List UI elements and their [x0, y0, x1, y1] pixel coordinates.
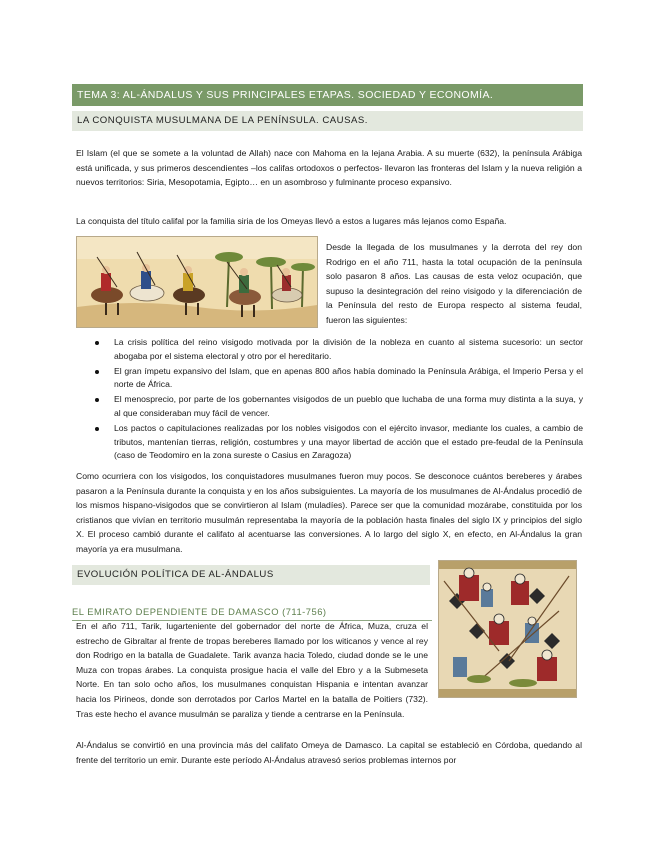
manuscript-illustration — [438, 560, 577, 698]
bullet-icon — [95, 427, 99, 431]
cause-item: El menosprecio, por parte de los gobernantes visigodos de un pueblo que luchaba de una forma muy distinta a la suya, y al que consideraban muy fácil de vencer. — [95, 393, 583, 421]
cause-item: Los pactos o capitulaciones realizadas por los nobles visigodos con el ejército invasor, mediante los cuales, a cambio de tributos, mantenían tierras, religión, costumbres y una mayor libertad de acción que el estado pre-feudal de la Península (caso de Teodomiro en la zona sureste o Casius en Zaragoza) — [95, 422, 583, 463]
cause-item: La crisis política del reino visigodo motivada por la división de la nobleza en cuanto al sistema sucesorio: un sector abogaba por el sistema electoral y otro por el hereditario. — [95, 336, 583, 364]
provincia-paragraph: Al-Ándalus se convirtió en una provincia más del califato Omeya de Damasco. La capital se estableció en Córdoba, quedando al frente del territorio un emir. Durante este período Al-Ándalus atravesó serios problemas internos por — [76, 740, 582, 765]
causes-list — [95, 336, 583, 464]
occupation-paragraph: Desde la llegada de los musulmanes y la derrota del rey don Rodrigo en el año 711, hasta la total ocupación de la península solo pasaron 8 años. Las causas de esta veloz ocupación, que supuso la desintegración del reino visigodo y la diferenciación de la Península del resto de Europa respecto al sistema feudal, fueron las siguientes: — [326, 242, 582, 325]
emirato-paragraph: En el año 711, Tarik, lugarteniente del gobernador del norte de África, Muza, cruza el estrecho de Gibraltar al frente de tropas bereberes llamado por los witicanos y vence al rey don Rodrigo en la batalla de Guadalete. Tarik avanza hacia Toledo, ciudad donde se le une Muza con tropas árabes. La conquista prosigue hacia el valle del Ebro y a la Submeseta Norte. En tan solo ocho años, los musulmanes conquistan Hispania e intentan avanzar hacia los Pirineos, donde son derrotados por Carlos Martel en la batalla de Poitiers (732). Tras este hecho el avance musulmán se paraliza y tiende a centrarse en la Península. — [76, 621, 428, 719]
emirato-subheading: EL EMIRATO DEPENDIENTE DE DAMASCO (711-756) — [72, 604, 432, 621]
bullet-icon — [95, 341, 99, 345]
omeyas-paragraph: La conquista del título califal por la familia siria de los Omeyas llevó a estos a lugares más lejanos como España. — [76, 216, 507, 226]
bullet-icon — [95, 370, 99, 374]
closing-paragraph: Como ocurriera con los visigodos, los conquistadores musulmanes fueron muy pocos. Se desconoce cuántos bereberes y árabes pasaron a la Península durante la conquista y en los años subsiguientes. La mayoría de los musulmanes de Al-Ándalus procedió de los mismos hispano-visigodos que se convirtieron al Islam (muladíes). Parece ser que la comunidad mozárabe, constituida por los cristianos que vivían en territorio musulmán representaba la mayoría de la población hasta finales del siglo IX y principios del siglo X. El proceso cambió durante el califato al acentuarse las conversiones. A lo largo del siglo X, en efecto, en Al-Ándalus la gran mayoría ya era musulmana. — [76, 471, 582, 554]
manuscript-battle-icon — [439, 561, 576, 697]
chapter-title: TEMA 3: AL-ÁNDALUS Y SUS PRINCIPALES ETAPAS. SOCIEDAD Y ECONOMÍA. — [72, 84, 583, 106]
cavalry-battle-icon — [77, 237, 317, 327]
section-heading-evolucion: EVOLUCIÓN POLÍTICA DE AL-ÁNDALUS — [72, 565, 430, 585]
cause-item: El gran ímpetu expansivo del Islam, que en apenas 800 años había dominado la Península Arábiga, el Imperio Persa y el norte de África. — [95, 365, 583, 393]
battle-illustration — [76, 236, 318, 328]
intro-paragraph: El Islam (el que se somete a la voluntad de Allah) nace con Mahoma en la lejana Arabia. A su muerte (632), la península Arábiga está unificada, y sus primeros descendientes –los califas ortodoxos o perfectos- llevaron las fronteras del Islam y la nueva religión a nuevos territorios: Siria, Mesopotamia, Egipto… en un asombroso y fulminante proceso expansivo. — [76, 148, 582, 188]
section-heading-conquista: LA CONQUISTA MUSULMANA DE LA PENÍNSULA. CAUSAS. — [72, 111, 583, 131]
bullet-icon — [95, 398, 99, 402]
